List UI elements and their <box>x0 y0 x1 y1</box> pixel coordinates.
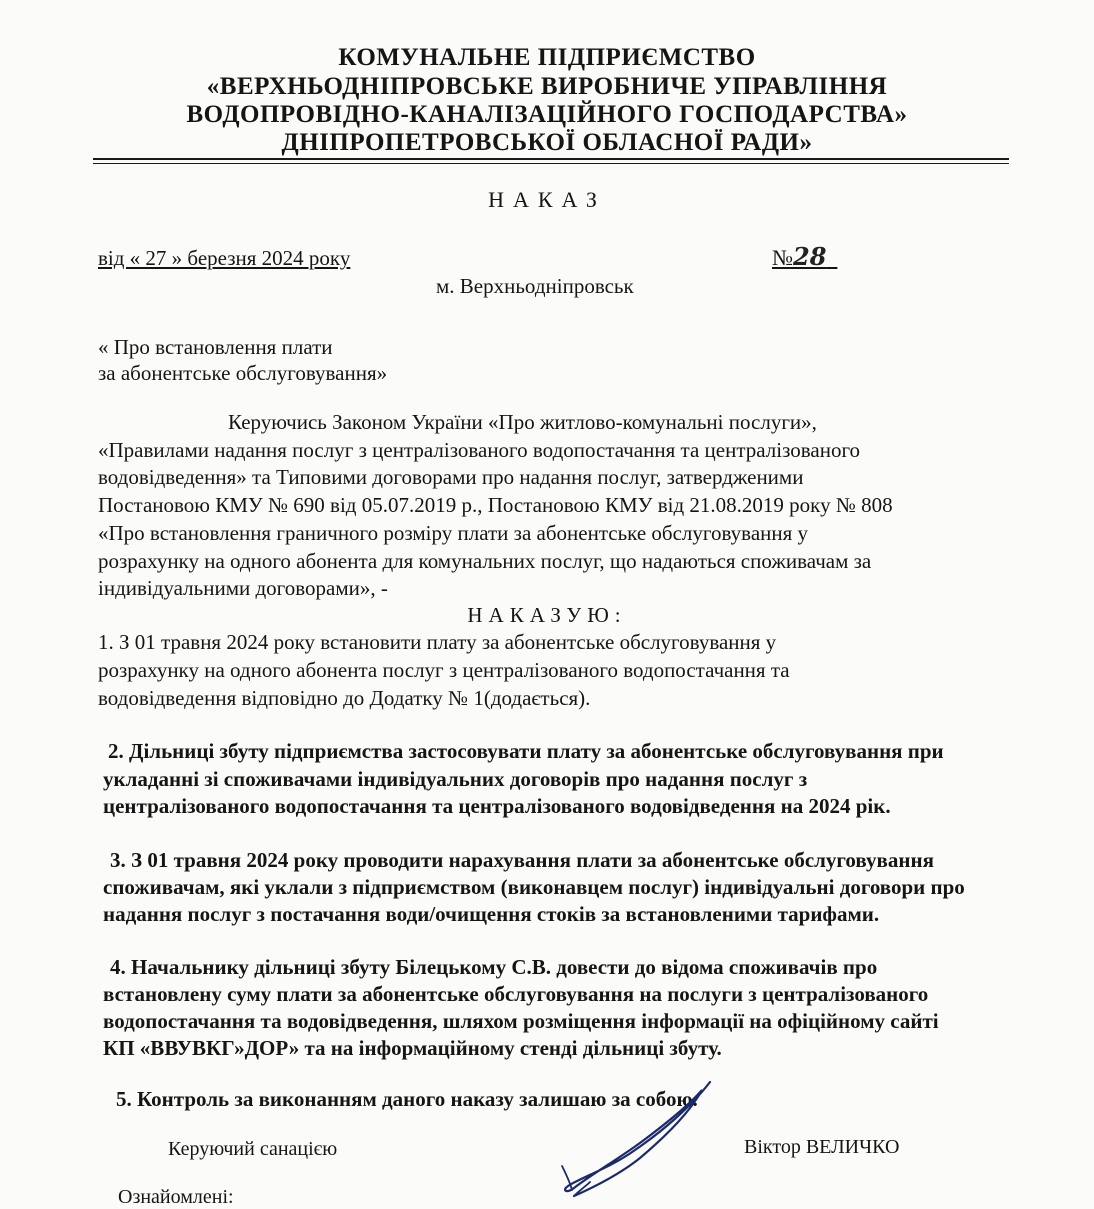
org-name-line-4: ДНІПРОПЕТРОВСЬКОЇ ОБЛАСНОЇ РАДИ» <box>281 129 813 156</box>
acknowledged-label: Ознайомлені: <box>118 1186 234 1208</box>
preamble-line: «Про встановлення граничного розміру плати за абонентське обслуговування у <box>98 521 809 545</box>
subject-line-2: за абонентське обслуговування» <box>98 361 388 385</box>
signatory-name: Віктор ВЕЛИЧКО <box>744 1136 900 1158</box>
handwritten-signature <box>540 1078 740 1200</box>
item-1-line: водовідведення відповідно до Додатку № 1(додається). <box>98 686 591 710</box>
preamble-line: «Правилами надання послуг з централізованого водопостачання та централізованого <box>98 438 861 462</box>
header-divider-thin <box>93 163 1009 164</box>
preamble-line: Керуючись Законом України «Про житлово-комунальні послуги», <box>228 410 817 434</box>
item-3-line: 3. З 01 травня 2024 року проводити нарахування плати за абонентське обслуговування <box>110 848 934 872</box>
item-2-line: укладанні зі споживачами індивідуальних договорів про надання послуг з <box>103 767 808 791</box>
city-name: м. Верхньодніпровськ <box>436 274 634 298</box>
item-4-line: встановлену суму плати за абонентське обслуговування на послуги з централізованого <box>103 982 929 1006</box>
item-1-line: розрахунку на одного абонента послуг з централізованого водопостачання та <box>98 658 790 682</box>
item-5-line: 5. Контроль за виконанням даного наказу залишаю за собою. <box>116 1087 698 1111</box>
item-3-line: споживачам, які уклали з підприємством (виконавцем послуг) індивідуальні договори про <box>103 875 965 899</box>
preamble-line: Постановою КМУ № 690 від 05.07.2019 р., Постановою КМУ від 21.08.2019 року № 808 <box>98 493 893 517</box>
preamble-line: розрахунку на одного абонента для комунальних послуг, що надаються споживачам за <box>98 549 872 573</box>
org-name-line-3: ВОДОПРОВІДНО-КАНАЛІЗАЦІЙНОГО ГОСПОДАРСТВА» <box>186 101 908 128</box>
org-name-line-1: КОМУНАЛЬНЕ ПІДПРИЄМСТВО <box>338 44 756 71</box>
order-date: від « 27 » березня 2024 року <box>98 246 351 270</box>
header-divider <box>93 158 1009 160</box>
item-4-line: водопостачання та водовідведення, шляхом розміщення інформації на офіційному сайті <box>103 1009 939 1033</box>
item-3-line: надання послуг з постачання води/очищення стоків за встановленими тарифами. <box>103 902 880 926</box>
subject-line-1: « Про встановлення плати <box>98 335 333 359</box>
signatory-position: Керуючий санацією <box>168 1138 338 1160</box>
preamble-line: індивідуальними договорами», - <box>98 576 388 600</box>
item-2-line: централізованого водопостачання та централізованого водовідведення на 2024 рік. <box>103 794 891 818</box>
item-1-line: 1. З 01 травня 2024 року встановити плату за абонентське обслуговування у <box>98 630 777 654</box>
org-name-line-2: «ВЕРХНЬОДНІПРОВСЬКЕ ВИРОБНИЧЕ УПРАВЛІННЯ <box>206 73 888 100</box>
order-number <box>772 242 837 271</box>
order-directive: НАКАЗУЮ: <box>467 603 627 627</box>
item-2-line: 2. Дільниці збуту підприємства застосовувати плату за абонентське обслуговування при <box>108 739 944 763</box>
order-number-handwritten: 28 <box>793 242 827 271</box>
preamble-line: водовідведення» та Типовими договорами про надання послуг, затвердженими <box>98 465 804 489</box>
item-4-line: КП «ВВУВКГ»ДОР» та на інформаційному стенді дільниці збуту. <box>103 1036 722 1060</box>
document-title: НАКАЗ <box>488 187 606 212</box>
item-4-line: 4. Начальнику дільниці збуту Білецькому С.В. довести до відома споживачів про <box>110 955 878 979</box>
order-number-prefix: № <box>772 245 793 270</box>
